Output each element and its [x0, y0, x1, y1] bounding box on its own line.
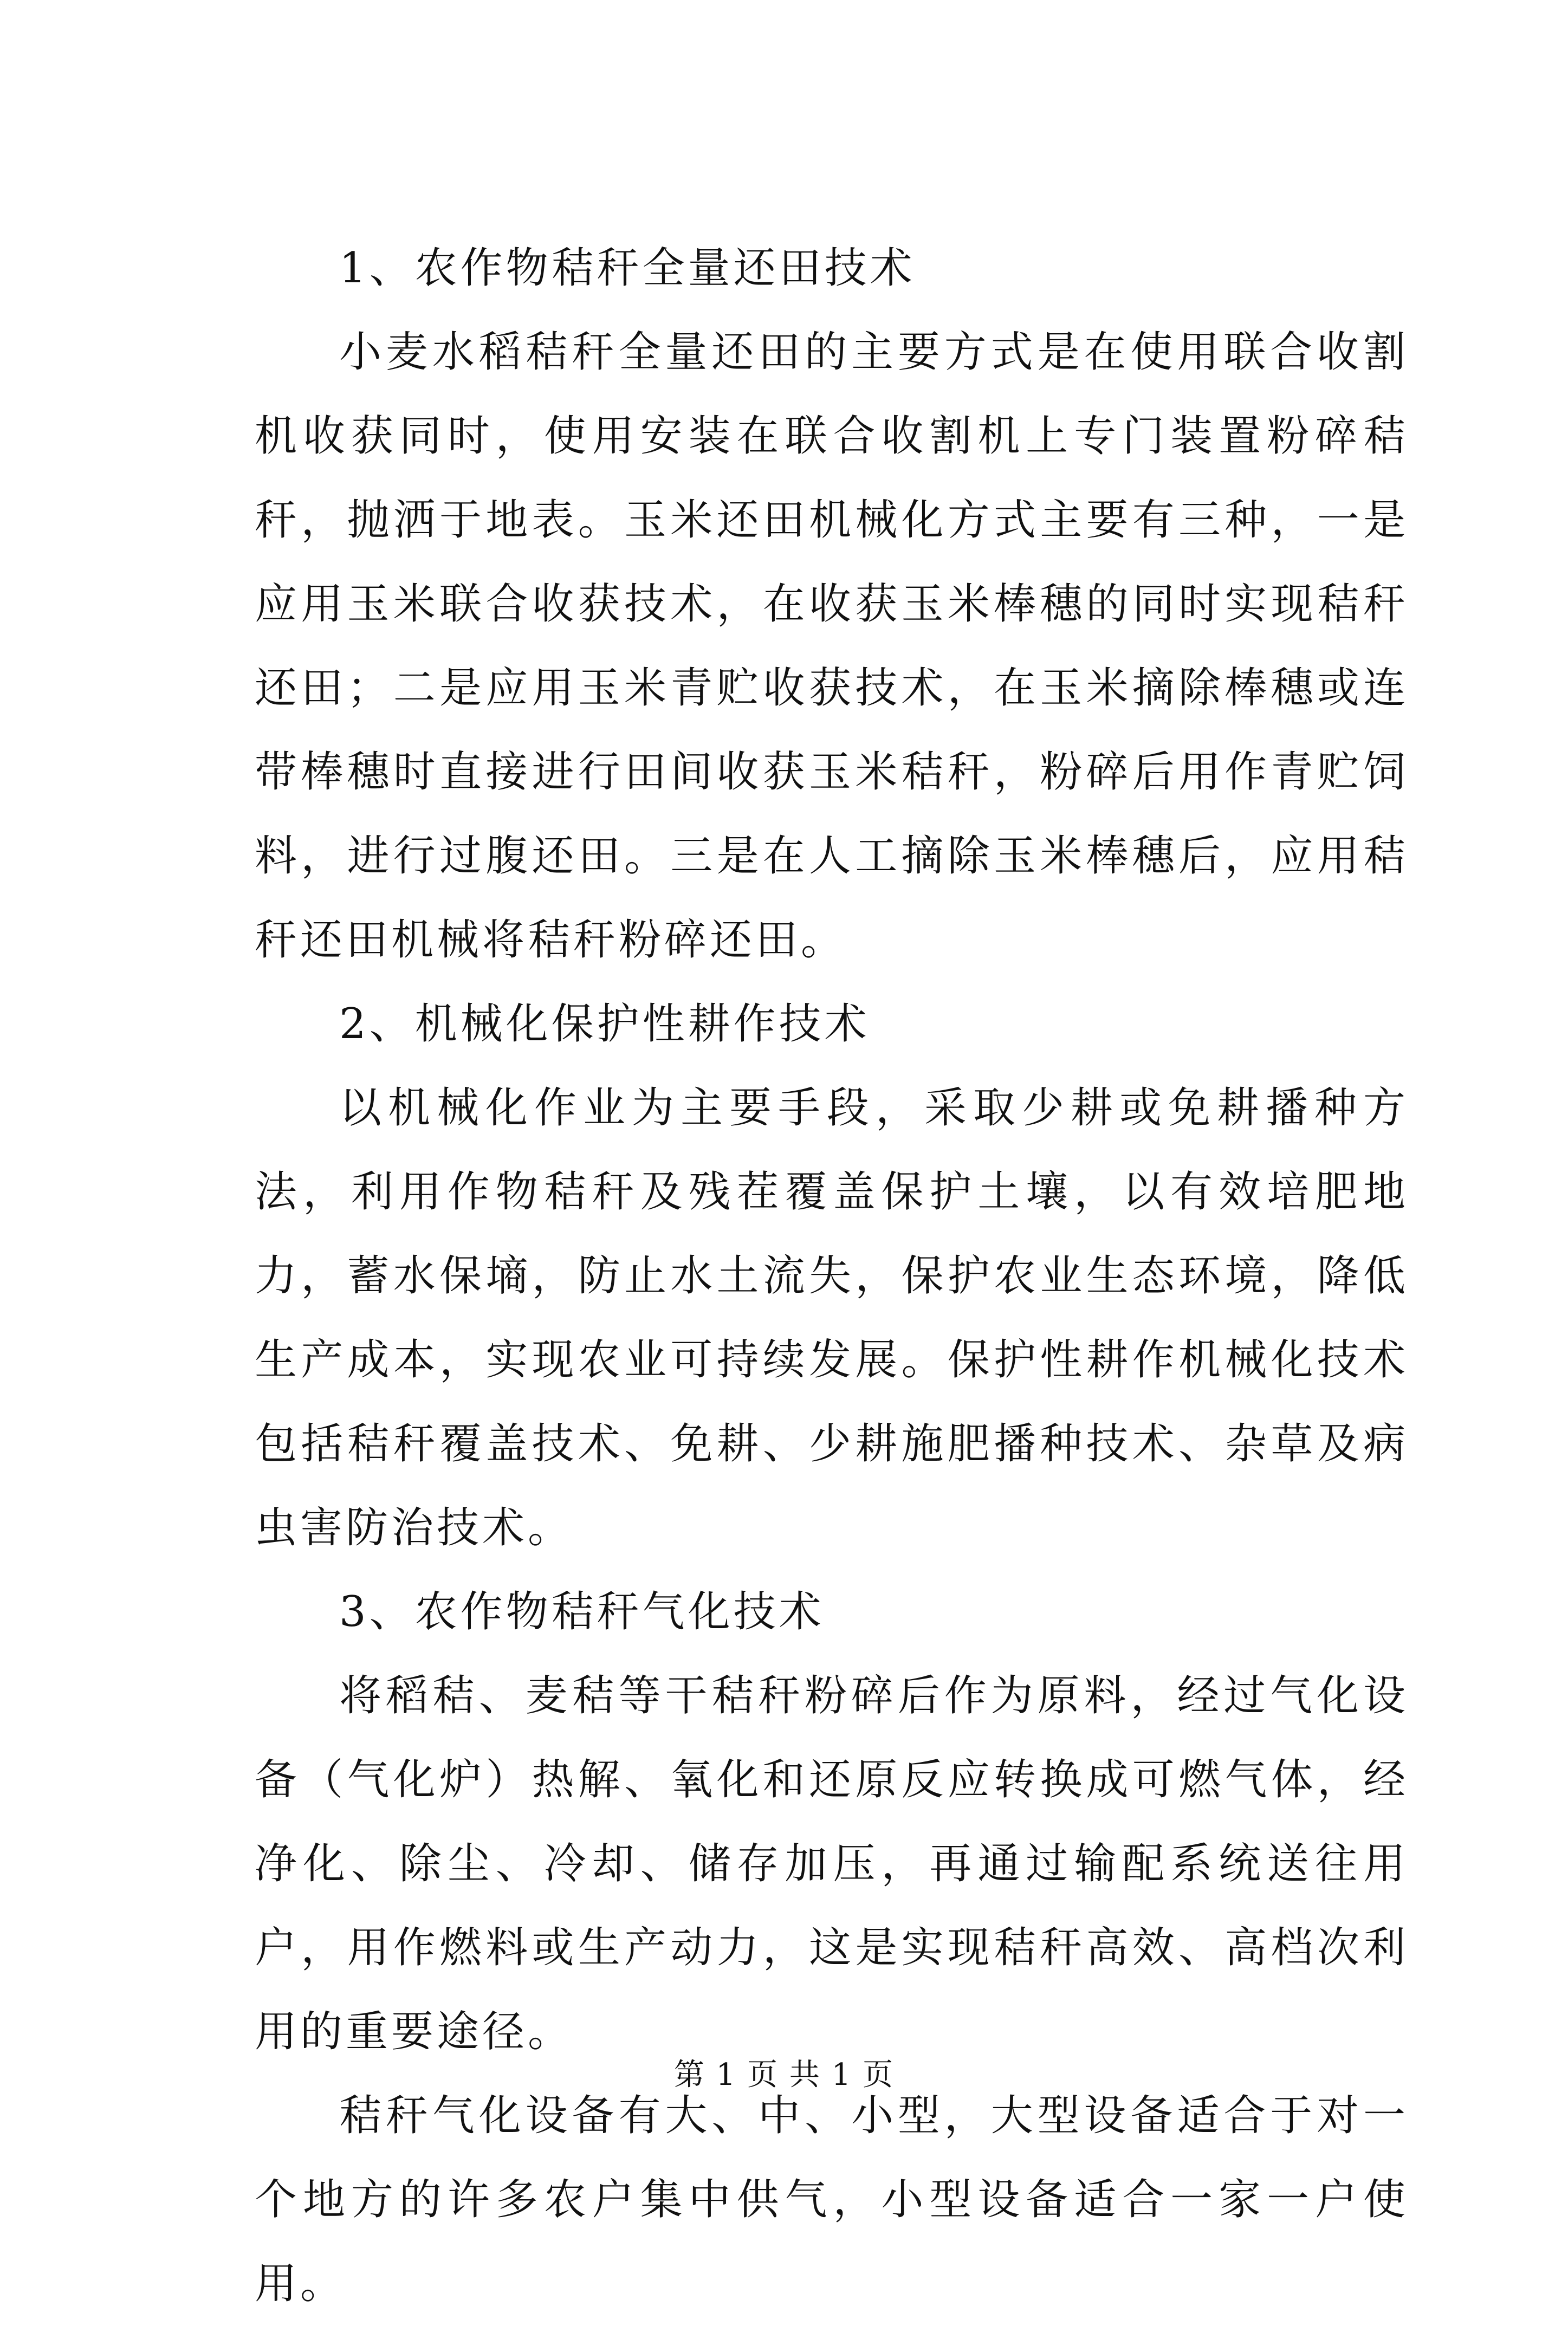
section-heading-3: 3、农作物秸秆气化技术 [339, 1588, 825, 1636]
section-heading-1: 1、农作物秸秆全量还田技术 [339, 244, 916, 293]
body-paragraph-3: 将稻秸、麦秸等干秸秆粉碎后作为原料，经过气化设备（气化炉）热解、氧化和还原反应转换成可燃气体，经净化、除尘、冷却、储存加压，再通过输配系统送往用户，用作燃料或生产动力，这是实现秸秆高效、高档次利用的重要途径。 [255, 1671, 1409, 2056]
section-heading-2: 2、机械化保护性耕作技术 [339, 1000, 870, 1048]
document-body [255, 226, 1409, 2326]
page-footer: 第 1 页 共 1 页 [673, 2057, 895, 2092]
body-paragraph-1: 小麦水稻秸秆全量还田的主要方式是在使用联合收割机收获同时，使用安装在联合收割机上专门装置粉碎秸秆，抛洒于地表。玉米还田机械化方式主要有三种，一是应用玉米联合收获技术，在收获玉米棒穗的同时实现秸秆还田；二是应用玉米青贮收获技术，在玉米摘除棒穗或连带棒穗时直接进行田间收获玉米秸秆，粉碎后用作青贮饲料，进行过腹还田。三是在人工摘除玉米棒穗后，应用秸秆还田机械将秸秆粉碎还田。 [255, 328, 1409, 964]
body-paragraph-2: 以机械化作业为主要手段，采取少耕或免耕播种方法，利用作物秸秆及残茬覆盖保护土壤，以有效培肥地力，蓄水保墒，防止水土流失，保护农业生态环境，降低生产成本，实现农业可持续发展。保护性耕作机械化技术包括秸秆覆盖技术、免耕、少耕施肥播种技术、杂草及病虫害防治技术。 [255, 1084, 1409, 1552]
body-paragraph-4: 秸秆气化设备有大、中、小型，大型设备适合于对一个地方的许多农户集中供气，小型设备适合一家一户使用。 [255, 2091, 1409, 2308]
